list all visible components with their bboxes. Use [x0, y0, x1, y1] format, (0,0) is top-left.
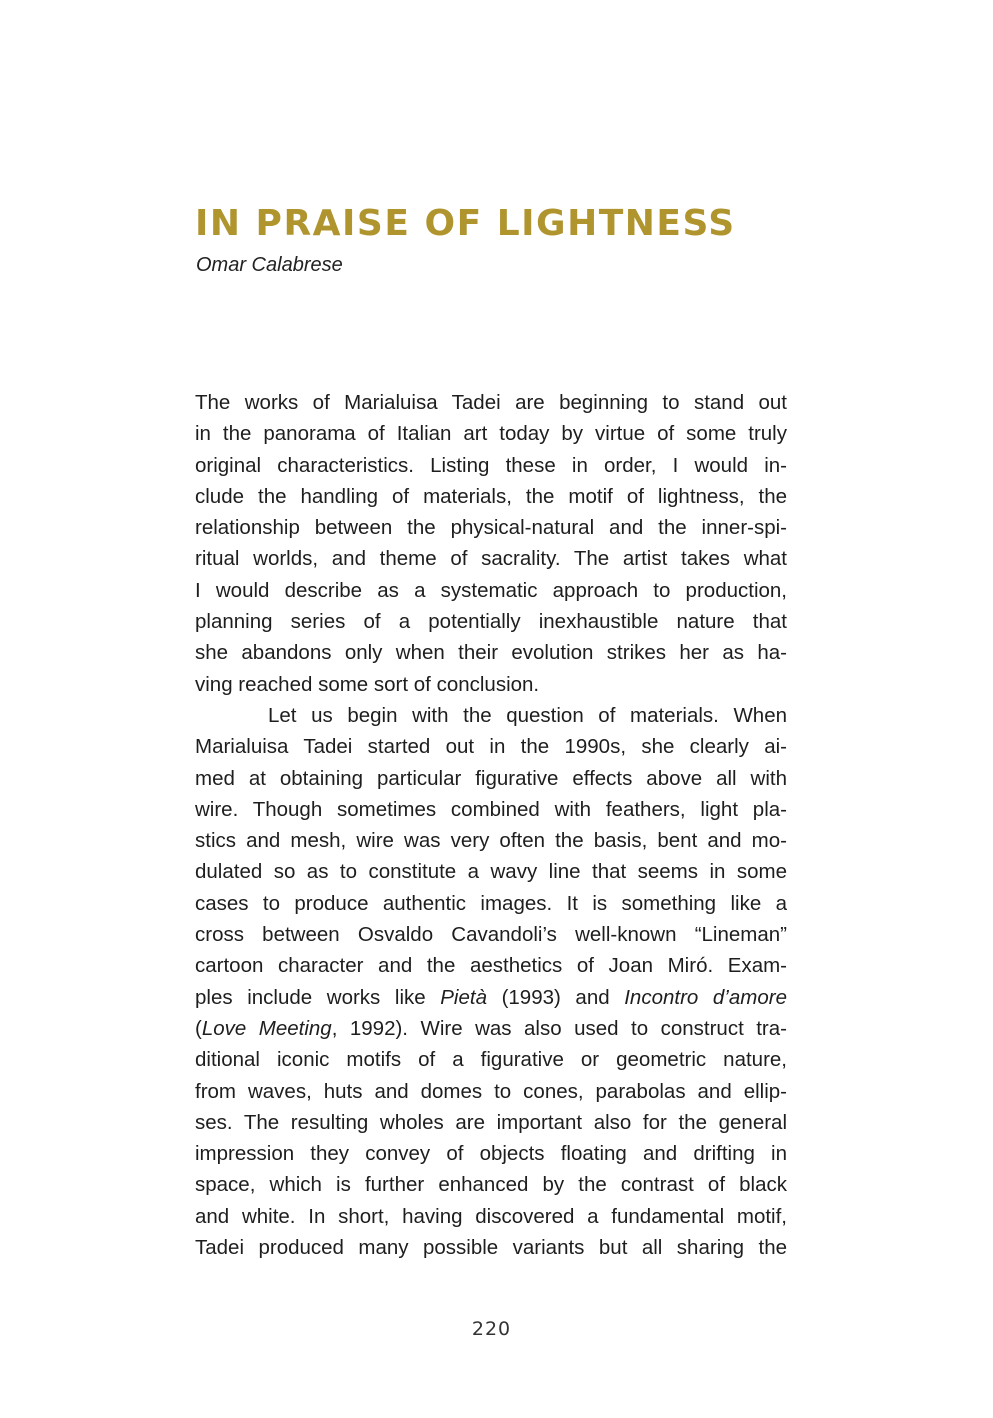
- text-line: in the panorama of Italian art today by virtue of some truly: [195, 422, 787, 446]
- chapter-title: IN PRAISE OF LIGHTNESS: [195, 203, 736, 244]
- text-line: Let us begin with the question of materials. When: [268, 703, 787, 727]
- author-name: Omar Calabrese: [196, 254, 343, 276]
- text-line: clude the handling of materials, the motif of lightness, the: [195, 484, 787, 508]
- text-line: [195, 1013, 787, 1044]
- text-line: impression they convey of objects floating and drifting in: [195, 1142, 787, 1166]
- text-line: she abandons only when their evolution strikes her as ha-: [195, 641, 787, 665]
- text-line: space, which is further enhanced by the contrast of black: [195, 1173, 787, 1197]
- text-line: dulated so as to constitute a wavy line that seems in some: [195, 860, 787, 884]
- text-line: and white. In short, having discovered a fundamental motif,: [195, 1204, 787, 1228]
- text-line: from waves, huts and domes to cones, parabolas and ellip-: [195, 1079, 787, 1103]
- text-line: Tadei produced many possible variants but all sharing the: [195, 1236, 787, 1260]
- text-fragment: (1993) and: [486, 985, 625, 1009]
- text-fragment: (: [195, 1016, 202, 1040]
- page-number: 220: [471, 1318, 512, 1340]
- text-line: cartoon character and the aesthetics of Joan Miró. Exam-: [195, 954, 787, 978]
- text-line: ving reached some sort of conclusion.: [195, 672, 540, 696]
- text-line: cross between Osvaldo Cavandoli’s well-known “Lineman”: [195, 923, 787, 947]
- text-fragment: ples include works like: [195, 985, 441, 1009]
- work-title-pieta: Pietà: [440, 985, 487, 1009]
- work-title-incontro: Incontro d’amore: [624, 985, 787, 1009]
- text-line: cases to produce authentic images. It is something like a: [195, 891, 787, 915]
- text-line: stics and mesh, wire was very often the basis, bent and mo-: [195, 829, 787, 853]
- text-line: I would describe as a systematic approach to production,: [195, 578, 787, 602]
- work-title-love-meeting: Love Meeting: [201, 1016, 332, 1040]
- text-line: med at obtaining particular figurative effects above all with: [195, 766, 787, 790]
- text-fragment: , 1992). Wire was also used to construct tra-: [331, 1016, 787, 1040]
- body-text: [195, 387, 787, 1263]
- text-line: ditional iconic motifs of a figurative or geometric nature,: [195, 1048, 787, 1072]
- text-line: planning series of a potentially inexhaustible nature that: [195, 610, 787, 634]
- text-line: ritual worlds, and theme of sacrality. The artist takes what: [195, 547, 787, 571]
- text-line: Marialuisa Tadei started out in the 1990s, she clearly ai-: [195, 735, 787, 759]
- text-line: The works of Marialuisa Tadei are beginning to stand out: [195, 391, 787, 414]
- text-line: [195, 982, 787, 1013]
- text-line: relationship between the physical-natural and the inner-spi-: [195, 516, 787, 540]
- text-line: wire. Though sometimes combined with feathers, light pla-: [195, 797, 787, 821]
- text-line: ses. The resulting wholes are important also for the general: [195, 1110, 787, 1134]
- text-line: original characteristics. Listing these in order, I would in-: [195, 453, 787, 477]
